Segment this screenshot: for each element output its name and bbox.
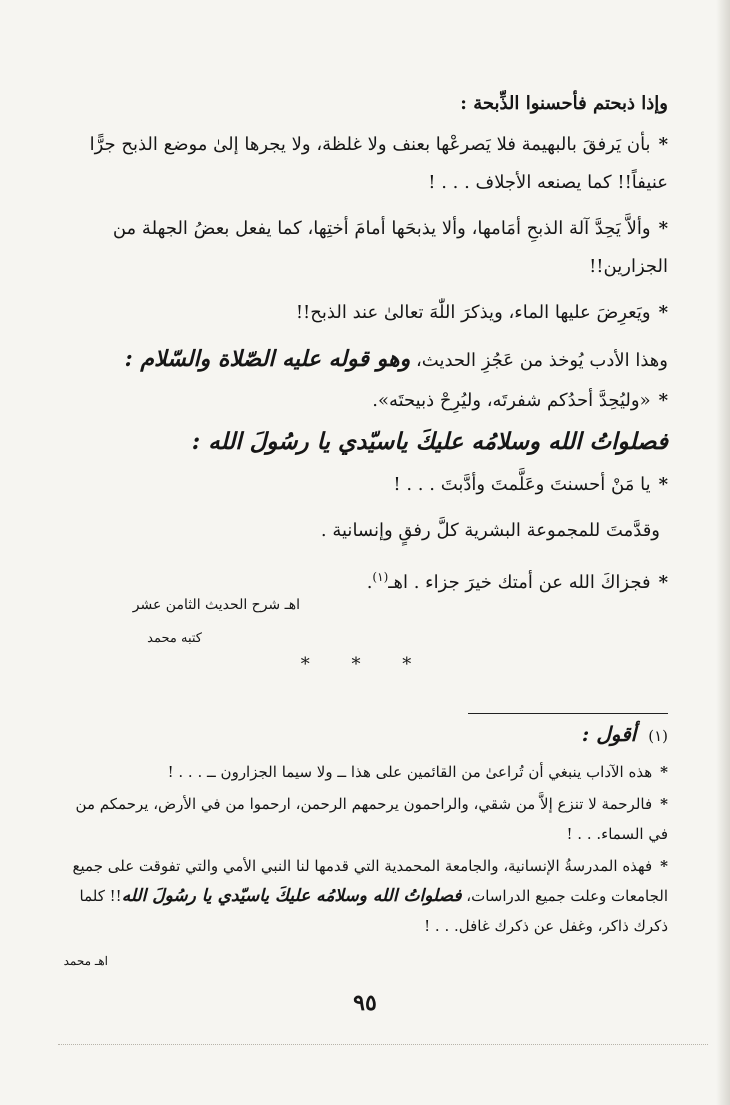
paragraph-hadith-quote (63, 382, 668, 420)
footnote-paragraph-etiquette (60, 757, 668, 787)
footnote-text: هذه الآداب ينبغي أن تُراعىٰ من القائمين على هذا ــ ولا سيما الجزارون ــ . . . ! (167, 763, 653, 781)
bullet-star: * (660, 763, 668, 781)
bullet-star: * (658, 474, 668, 495)
paragraph-hadith-intro (63, 340, 668, 380)
bullet-star: * (658, 572, 668, 593)
bullet-star: * (660, 795, 668, 813)
footnote-number: (١) (648, 727, 668, 745)
footnote-text: فالرحمة لا تنزع إلاَّ من شقي، والراحمون يرحمهم الرحمن، ارحموا من في الأرض، يرحمكم من في السماء. . . ! (75, 795, 668, 843)
section-heading: وإذا ذبحتم فأحسنوا الذِّبحة : (460, 93, 668, 114)
signature-line-author: كتبه محمد (147, 631, 202, 646)
footnote-label: أقول : (581, 722, 637, 746)
page-number: ٩٥ (353, 990, 377, 1016)
bullet-star: * (658, 218, 668, 239)
paragraph-you-taught (63, 466, 668, 504)
bullet-star: * (658, 134, 668, 155)
footnote-paragraph-mercy (60, 789, 668, 849)
footnote-paragraph-school (60, 851, 668, 941)
paragraph-reward: *فجزاكَ الله عن أمتك خيرَ جزاء . اهـ$^{(١)}$. (63, 558, 668, 602)
paragraph-water (63, 294, 668, 332)
signature-block (60, 592, 300, 652)
bullet-star: * (658, 390, 668, 411)
paragraph-humanity (63, 512, 660, 550)
page-bottom-edge (58, 1044, 708, 1046)
footnote-reference: (١) (372, 570, 389, 584)
main-text (63, 86, 668, 610)
signature-line-source: اهـ شرح الحديث الثامن عشر (132, 597, 300, 613)
calligraphy-salutation-footnote: فصلواتُ الله وسلامُه عليكَ ياسيّدي يا رسُولَ الله (121, 886, 462, 906)
paragraph-text: وقدَّمتَ للمجموعة البشرية كلَّ رفقٍ وإنسانية . (320, 520, 660, 541)
paragraph-text: يا مَنْ أحسنتَ وعَلَّمتَ وأدَّبتَ . . . ! (393, 474, 651, 495)
section-separator: * * * (300, 654, 430, 675)
footnote-text-end: !! كلما ذكرك ذاكر، وغفل عن ذكرك غافل. . . ! (79, 887, 668, 935)
page-edge-shadow (716, 0, 730, 1105)
footnote-text: فهذه المدرسةُ الإنسانية، والجامعة المحمدية التي قدمها لنا النبي الأمي والتي تفوقت على جميع الجامعات وعلت جميع الدراسات، (72, 857, 668, 905)
bullet-star: * (660, 857, 668, 875)
paragraph-text: وألاَّ يَحِدَّ آلة الذبحِ أمَامها، وألا يذبحَها أمامَ أختِها، كما يفعل بعضُ الجهلة من الجزارين!! (112, 218, 668, 277)
paragraph-text: فجزاكَ الله عن أمتك خيرَ جزاء . اهـ (388, 572, 651, 593)
paragraph-text: ويَعرِضَ عليها الماء، ويذكرَ اللّٰهَ تعالىٰ عند الذبح!! (295, 302, 651, 323)
footnote-rule (468, 713, 668, 714)
footnote-signature: اهـ محمد (63, 954, 108, 968)
paragraph-text: وهذا الأدب يُوخذ من عَجُزِ الحديث، (415, 350, 668, 371)
paragraph-gentle-handling (63, 126, 668, 202)
calligraphy-prophet-saying: وهو قوله عليه الصّلاة والسّلام : (124, 346, 411, 372)
paragraph-text: «وليُحِدَّ أحدُكم شفرتَه، وليُرِحْ ذبيحتَه». (372, 390, 651, 411)
paragraph-text: بأن يَرفقَ بالبهيمة فلا يَصرعْها بعنف ولا غلظة، ولا يجرها إلىٰ موضع الذبح جرًّا عنيفاً!! كما يصنعه الأجلاف . . . ! (89, 134, 668, 193)
footnote-block (60, 717, 668, 975)
bullet-star: * (658, 302, 668, 323)
footnote-title (60, 717, 668, 753)
paragraph-blade-sharpening (63, 210, 668, 286)
calligraphy-salutation: فصلواتُ الله وسلامُه عليكَ ياسيّدي يا رسُولَ الله : (191, 428, 668, 455)
